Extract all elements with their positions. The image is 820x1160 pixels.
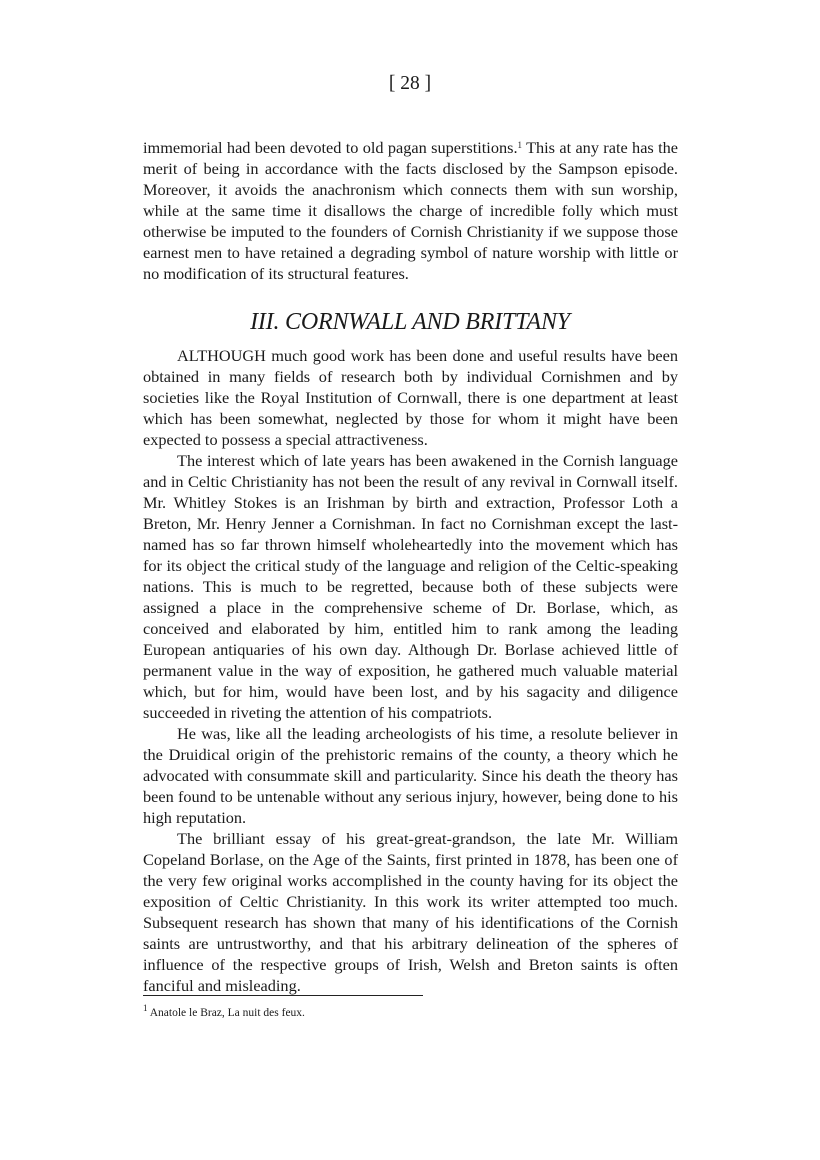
continued-paragraph: [143, 137, 678, 284]
paragraph-text-start: immemorial had been devoted to old pagan superstitions.: [143, 138, 518, 157]
body-paragraph: He was, like all the leading archeologists of his time, a resolute believer in the Druidical origin of the prehistoric remains of the county, a theory which he advocated with consummate skill and particularity. Since his death the theory has been found to be untenable without any serious injury, however, being done to his high reputation.: [143, 724, 678, 827]
body-paragraph: ALTHOUGH much good work has been done and useful results have been obtained in many fields of research both by individual Cornishmen and by societies like the Royal Institution of Cornwall, there is one department at least which has been somewhat, neglected by those for whom it might have been expected to possess a special attractiveness.: [143, 346, 678, 449]
section-body: [143, 345, 678, 996]
footnote-reference[interactable]: 1: [517, 140, 523, 150]
footnote-divider: [143, 995, 423, 996]
body-paragraph: The brilliant essay of his great-great-grandson, the late Mr. William Copeland Borlase, on the Age of the Saints, first printed in 1878, has been one of the very few original works accomplished in the county having for its object the exposition of Celtic Christianity. In this work its writer attempted too much. Subsequent research has shown that many of his identifications of the Cornish saints are untrustworthy, and that his arbitrary delineation of the spheres of influence of the respective groups of Irish, Welsh and Breton saints is often fanciful and misleading.: [143, 829, 678, 995]
footnote-mark: 1: [143, 1003, 148, 1013]
footnote-text: Anatole le Braz, La nuit des feux.: [147, 1007, 305, 1019]
body-paragraph: The interest which of late years has been awakened in the Cornish language and in Celtic Christianity has not been the result of any revival in Cornwall itself. Mr. Whitley Stokes is an Irishman by birth and extraction, Professor Loth a Breton, Mr. Henry Jenner a Cornishman. In fact no Cornishman except the last-named has so far thrown himself wholeheartedly into the movement which has for its object the critical study of the language and religion of the Celtic-speaking nations. This is much to be regretted, because both of these subjects were assigned a place in the comprehensive scheme of Dr. Borlase, which, as conceived and elaborated by him, entitled him to rank among the leading European antiquaries of his own day. Although Dr. Borlase achieved little of permanent value in the way of exposition, he gathered much valuable material which, but for him, would have been lost, and by his sagacity and diligence succeeded in riveting the attention of his compatriots.: [143, 451, 678, 722]
section-heading: III. CORNWALL AND BRITTANY: [250, 309, 570, 335]
paragraph-text-end: This at any rate has the merit of being in accordance with the facts disclosed by the Sampson episode. Moreover, it avoids the anachronism which connects them with sun worship, while at the same time it disallows the charge of incredible folly which must otherwise be imputed to the founders of Cornish Christianity if we suppose those earnest men to have retained a degrading symbol of nature worship with little or no modification of its structural features.: [143, 138, 678, 283]
continued-paragraph-block: [143, 137, 678, 284]
page-number: [ 28 ]: [388, 73, 432, 94]
footnote: [143, 1003, 678, 1020]
